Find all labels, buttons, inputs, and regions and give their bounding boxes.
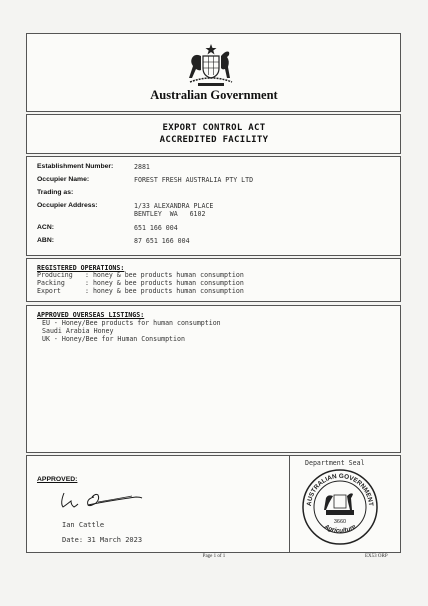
occupier-address-line1: 1/33 ALEXANDRA PLACE	[134, 202, 214, 210]
operation-type: Producing	[37, 271, 73, 279]
occupier-address-line2: BENTLEY WA 6102	[134, 210, 206, 218]
seal-divider	[289, 455, 290, 552]
seal-number: 3660	[333, 519, 347, 525]
operations-heading: REGISTERED OPERATIONS:	[37, 264, 125, 272]
operation-type: Export	[37, 287, 61, 295]
agency-name: Australian Government	[150, 88, 278, 102]
seal-text-bottom: Agriculture	[322, 523, 358, 535]
page-indicator: Page 1 of 1	[202, 554, 226, 559]
listings-heading: APPROVED OVERSEAS LISTINGS:	[37, 311, 145, 319]
title-box	[26, 114, 401, 154]
coat-of-arms-icon	[180, 42, 242, 90]
operation-desc: : honey & bee products human consumption	[85, 287, 244, 295]
listing-item: UK - Honey/Bee for Human Consumption	[42, 335, 185, 343]
acn-label: ACN:	[37, 224, 54, 231]
operation-desc: : honey & bee products human consumption	[85, 279, 244, 287]
trading-as-label: Trading as:	[37, 189, 74, 196]
approver-name: Ian Cattle	[62, 521, 105, 529]
approval-date: Date: 31 March 2023	[62, 536, 143, 544]
listing-item: Saudi Arabia Honey	[42, 327, 114, 335]
abn-label: ABN:	[37, 237, 54, 244]
document-title: EXPORT CONTROL ACT	[162, 123, 266, 133]
form-code: EX53 ORP	[365, 554, 388, 559]
document-subtitle: ACCREDITED FACILITY	[159, 135, 269, 145]
occupier-name-value: FOREST FRESH AUSTRALIA PTY LTD	[134, 176, 254, 184]
approved-label: APPROVED:	[37, 476, 78, 483]
operation-desc: : honey & bee products human consumption	[85, 271, 244, 279]
department-seal-icon	[300, 467, 380, 547]
department-seal-label: Department Seal	[305, 459, 365, 467]
occupier-name-label: Occupier Name:	[37, 176, 90, 183]
signature	[58, 487, 148, 515]
operation-type: Packing	[37, 279, 65, 287]
establishment-number-label: Establishment Number:	[37, 163, 114, 170]
establishment-number-value: 2881	[134, 163, 150, 171]
seal-text-top: AUSTRALIAN GOVERNMENT	[305, 472, 375, 507]
acn-value: 651 166 004	[134, 224, 178, 232]
occupier-address-label: Occupier Address:	[37, 202, 98, 209]
listing-item: EU - Honey/Bee products for human consumption	[42, 319, 221, 327]
abn-value: 87 651 166 004	[134, 237, 190, 245]
